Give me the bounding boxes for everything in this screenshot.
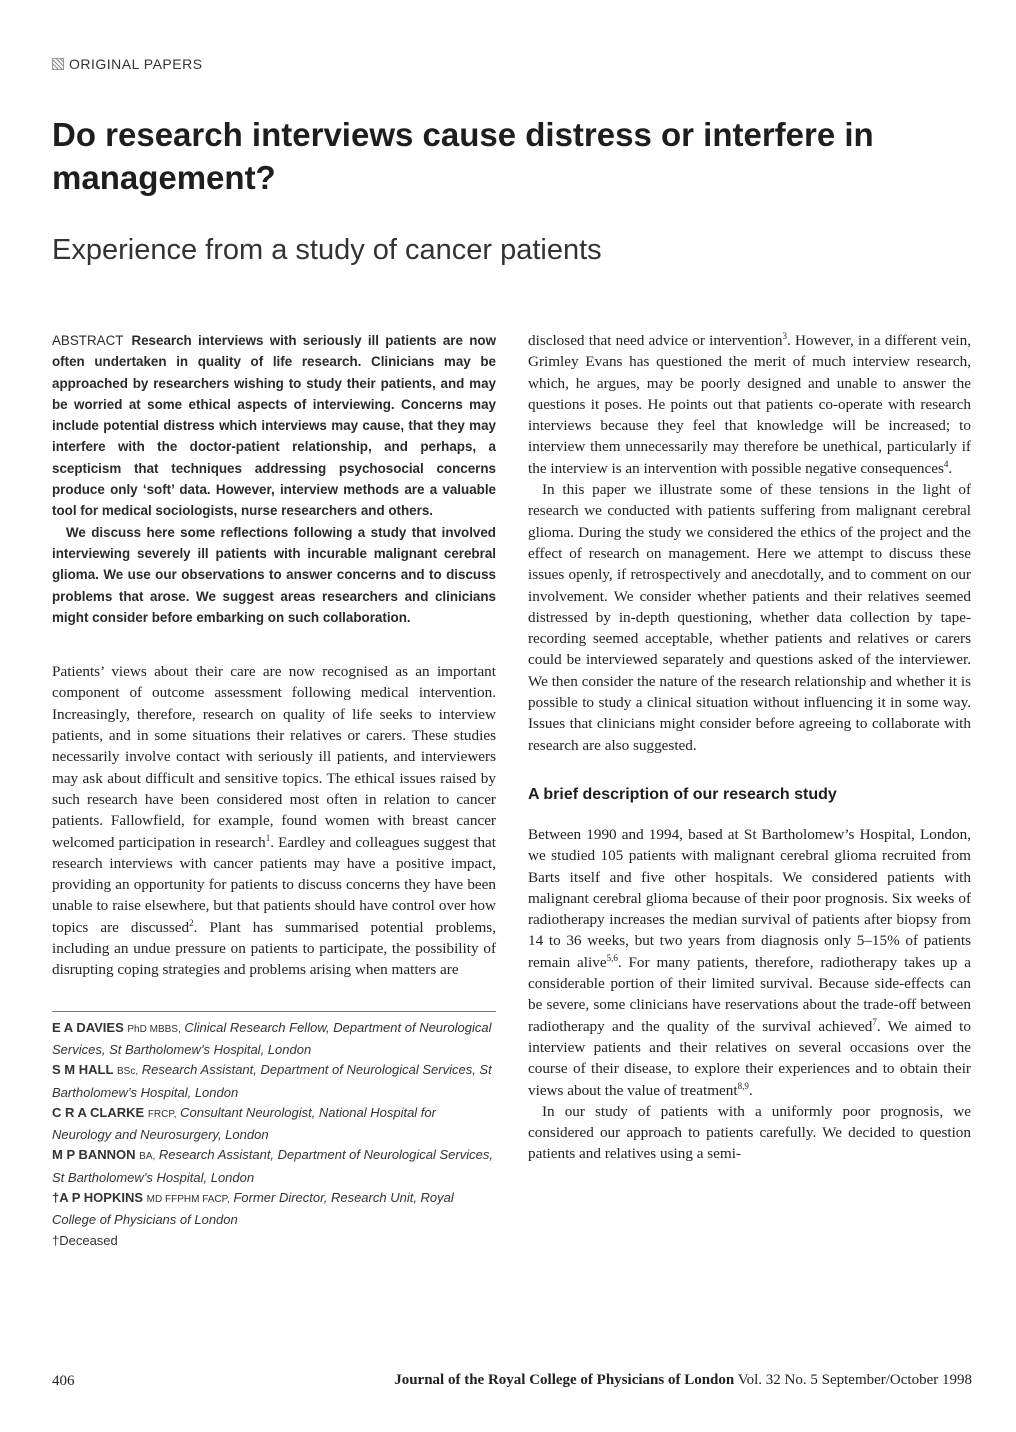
study-text-c: . We aimed to interview patients and their relatives on several occasions over the course of their disease, to explore their experiences and to obtain their views about the value of treatment <box>528 1017 971 1099</box>
author-affiliations <box>52 1018 496 1251</box>
reference-8-9[interactable]: 8,9 <box>737 1080 749 1091</box>
author-entry <box>52 1188 496 1231</box>
author-degrees: MD FFPHM FACP, <box>146 1193 230 1205</box>
continuation-text-c: . <box>948 459 953 477</box>
study-text-b: . For many patients, therefore, radiotherapy takes up a considerable portion of their limited survival. Because side-effects can be severe, some clinicians have reservations about the trade-off between radiotherapy and the quality of the survival achieved <box>528 953 971 1035</box>
reference-4[interactable]: 4 <box>943 458 949 469</box>
author-affiliation: Former Director, Research Unit, Royal College of Physicians of London <box>52 1189 454 1228</box>
author-name: †A P HOPKINS <box>52 1189 144 1205</box>
affiliation-divider <box>52 1011 496 1012</box>
right-column <box>528 330 971 1165</box>
article-title: Do research interviews cause distress or interfere in management? <box>52 116 874 196</box>
author-name: E A DAVIES <box>52 1019 124 1035</box>
author-degrees: BSc, <box>117 1066 139 1078</box>
intro-paragraph <box>52 661 496 980</box>
study-text-a: Between 1990 and 1994, based at St Bartholomew’s Hospital, London, we studied 105 patients with malignant cerebral glioma recruited from Barts itself and five other hospitals. We considered patients with malignant cerebral glioma because of their poor prognosis. Six weeks of radiotherapy increases the median survival of patients after biopsy from 14 to 36 weeks, but two years from diagnosis only 5–15% of patients remain alive <box>528 825 971 971</box>
reference-2[interactable]: 2 <box>189 917 194 928</box>
author-entry <box>52 1145 496 1188</box>
section-label <box>52 56 203 72</box>
author-entry <box>52 1018 496 1061</box>
intro-text-b: . Eardley and colleagues suggest that research interviews with cancer patients may have a positive impact, providing an opportunity for patients to discuss concerns they have been unable to raise elsewhere, but that patients should have control over how topics are discussed <box>52 833 497 936</box>
abstract-text-1: Research interviews with seriously ill patients are now often undertaken in quality of life research. Clinicians may be approached by researchers wishing to study their patients, and may be worried at some ethical aspects of interviewing. Concerns may include potential distress which interviews may cause, that they may interfere with the doctor-patient relationship, and perhaps, a scepticism that techniques addressing psychosocial concerns produce only ‘soft’ data. However, interview methods are a valuable tool for medical sociologists, nurse researchers and others. <box>52 333 496 519</box>
abstract-paragraph-1 <box>52 330 496 522</box>
journal-issue: Vol. 32 No. 5 September/October 1998 <box>737 1372 972 1388</box>
author-affiliation: Consultant Neurologist, National Hospital for Neurology and Neurosurgery, London <box>52 1104 436 1143</box>
section-label-text: ORIGINAL PAPERS <box>69 56 203 72</box>
deceased-note: †Deceased <box>52 1232 118 1248</box>
journal-name: Journal of the Royal College of Physicians of London <box>394 1372 735 1388</box>
author-entry <box>52 1103 496 1146</box>
section-heading: A brief description of our research study <box>528 785 837 803</box>
continuation-text-a: disclosed that need advice or intervention <box>528 332 783 349</box>
right-body-text <box>528 330 971 756</box>
section-marker-icon <box>52 58 64 70</box>
abstract-paragraph-2: We discuss here some reflections following a study that involved interviewing severely ill patients with incurable malignant cerebral glioma. We use our observations to answer concerns and to discuss problems that arose. We suggest areas researchers and clinicians might consider before embarking on such collaboration. <box>52 524 496 625</box>
author-name: S M HALL <box>52 1062 114 1078</box>
intro-text-c: . Plant has summarised potential problems, including an undue pressure on patients to participate, the possibility of disrupting coping strategies and problems arising when matters are <box>52 918 497 979</box>
study-paragraph <box>528 824 971 1101</box>
abstract-keyword: ABSTRACT <box>52 333 124 348</box>
reference-5-6[interactable]: 5,6 <box>606 952 618 963</box>
reference-7[interactable]: 7 <box>872 1016 877 1027</box>
continuation-text-b: . However, in a different vein, Grimley Evans has questioned the merit of much interview research, which, he argues, may be poorly designed and unable to answer the questions it poses. He points out that patients co-operate with research interviews because they feel that knowledge will be increased; to interview them unnecessarily may therefore be unethical, particularly if the interview is an intervention with possible negative consequences <box>528 332 972 477</box>
author-name: M P BANNON <box>52 1147 136 1163</box>
author-affiliation: Research Assistant, Department of Neurological Services, St Bartholomew’s Hospital, London <box>52 1062 492 1100</box>
continuation-paragraph <box>528 330 971 479</box>
left-column <box>52 330 496 1251</box>
author-name: C R A CLARKE <box>52 1104 145 1120</box>
author-degrees: FRCP, <box>147 1108 177 1120</box>
page-number: 406 <box>52 1373 75 1389</box>
abstract <box>52 330 496 628</box>
author-affiliation: Research Assistant, Department of Neurological Services, St Bartholomew’s Hospital, London <box>52 1147 493 1185</box>
author-entry <box>52 1060 496 1103</box>
journal-footer <box>394 1372 972 1389</box>
author-affiliation: Clinical Research Fellow, Department of Neurological Services, St Bartholomew’s Hospital, London <box>52 1019 492 1057</box>
reference-1[interactable]: 1 <box>265 832 271 843</box>
author-degrees: PhD MBBS, <box>127 1023 181 1035</box>
article-subtitle: Experience from a study of cancer patients <box>52 234 602 266</box>
study-text-d: . <box>748 1081 753 1099</box>
intro-text-a: Patients’ views about their care are now recognised as an important component of outcome assessment following medical intervention. Increasingly, therefore, research on quality of life seeks to interview patients, and in some situations their relatives or carers. These studies necessarily involve contact with seriously ill patients, and interviewers may ask about difficult and sensitive topics. The ethical issues raised by such research have been considered most often in relation to cancer patients. Fallowfield, for example, found women with breast cancer welcomed participation in research <box>52 663 496 851</box>
tensions-paragraph: In this paper we illustrate some of these tensions in the light of research we conducted with patients suffering from malignant cerebral glioma. During the study we considered the ethics of the project and the effect of research on management. Here we attempt to discuss these issues openly, if retrospectively and anecdotally, and to comment on our involvement. We consider whether patients and their relatives seemed distressed by in-depth questioning, whether data collection by tape-recording seemed acceptable, whether patients and relatives or carers could be interviewed separately and questions asked of the interviewer. We then consider the nature of the research relationship and whether it is possible to study a clinical situation without influencing it in some way. Issues that clinicians might consider before agreeing to collaborate with research are also suggested. <box>528 481 971 754</box>
study-description <box>528 824 971 1165</box>
author-degrees: BA, <box>139 1151 156 1163</box>
left-body-text <box>52 661 496 980</box>
approach-paragraph: In our study of patients with a uniformly poor prognosis, we considered our approach to patients carefully. We decided to question patients and relatives using a semi- <box>528 1102 971 1163</box>
reference-3[interactable]: 3 <box>782 330 787 341</box>
